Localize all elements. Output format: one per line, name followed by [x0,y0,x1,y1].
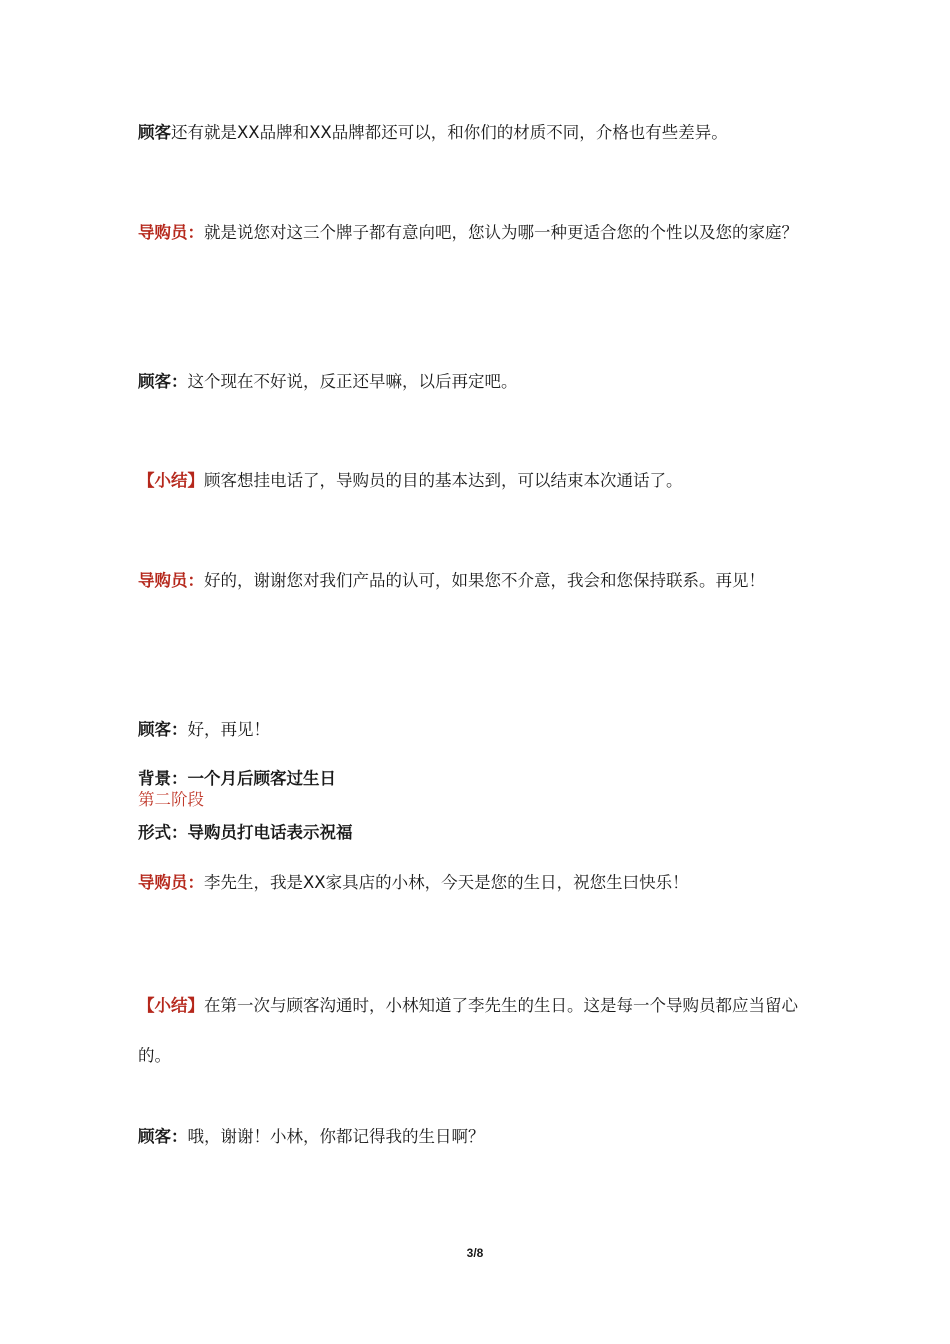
paragraph-text: 还有就是XX品牌和XX品牌都还可以，和你们的材质不同，介格也有些差异。 [171,123,728,142]
summary-label: 【小结】 [138,996,204,1015]
paragraph-text: 这个现在不好说，反正还早嘛，以后再定吧。 [187,372,518,391]
paragraph-customer-3 [138,718,818,742]
speaker-label: 顾客： [138,372,188,391]
paragraph-text: 哦，谢谢！小林，你都记得我的生日啊？ [187,1127,485,1146]
speaker-label: 导购员： [138,571,204,590]
paragraph-summary-1 [138,456,818,506]
paragraph-text: 好，再见！ [187,720,270,739]
paragraph-customer-2 [138,357,818,407]
paragraph-text: 就是说您对这三个牌子都有意向吧，您认为哪一种更适合您的个性以及您的家庭？ [204,223,798,242]
background-line: 背景：一个月后顾客过生日 [138,769,336,788]
paragraph-customer-4 [138,1125,818,1149]
paragraph-text: 好的，谢谢您对我们产品的认可，如果您不介意，我会和您保持联系。再见！ [204,571,765,590]
paragraph-guide-3 [138,871,818,895]
paragraph-summary-2 [138,981,818,1081]
speaker-label: 导购员： [138,223,204,242]
speaker-label: 顾客： [138,720,188,739]
speaker-label: 顾客 [138,123,171,142]
paragraph-text: 在第一次与顾客沟通时，小林知道了李先生的生日。这是每一个导购员都应当留心的。 [138,996,798,1065]
speaker-label: 导购员： [138,873,204,892]
speaker-label: 顾客： [138,1127,188,1146]
stage-label: 第二阶段 [138,790,204,809]
page-number: 3/8 [466,1246,484,1260]
paragraph-guide-1 [138,208,798,258]
paragraph-text: 顾客想挂电话了，导购员的目的基本达到，可以结束本次通话了。 [204,471,683,490]
paragraph-customer-1 [138,108,818,158]
paragraph-guide-2 [138,556,798,606]
paragraph-text: 李先生，我是XX家具店的小林，今天是您的生日，祝您生曰快乐！ [204,873,689,892]
summary-label: 【小结】 [138,471,204,490]
form-line: 形式：导购员打电话表示祝福 [138,823,353,842]
